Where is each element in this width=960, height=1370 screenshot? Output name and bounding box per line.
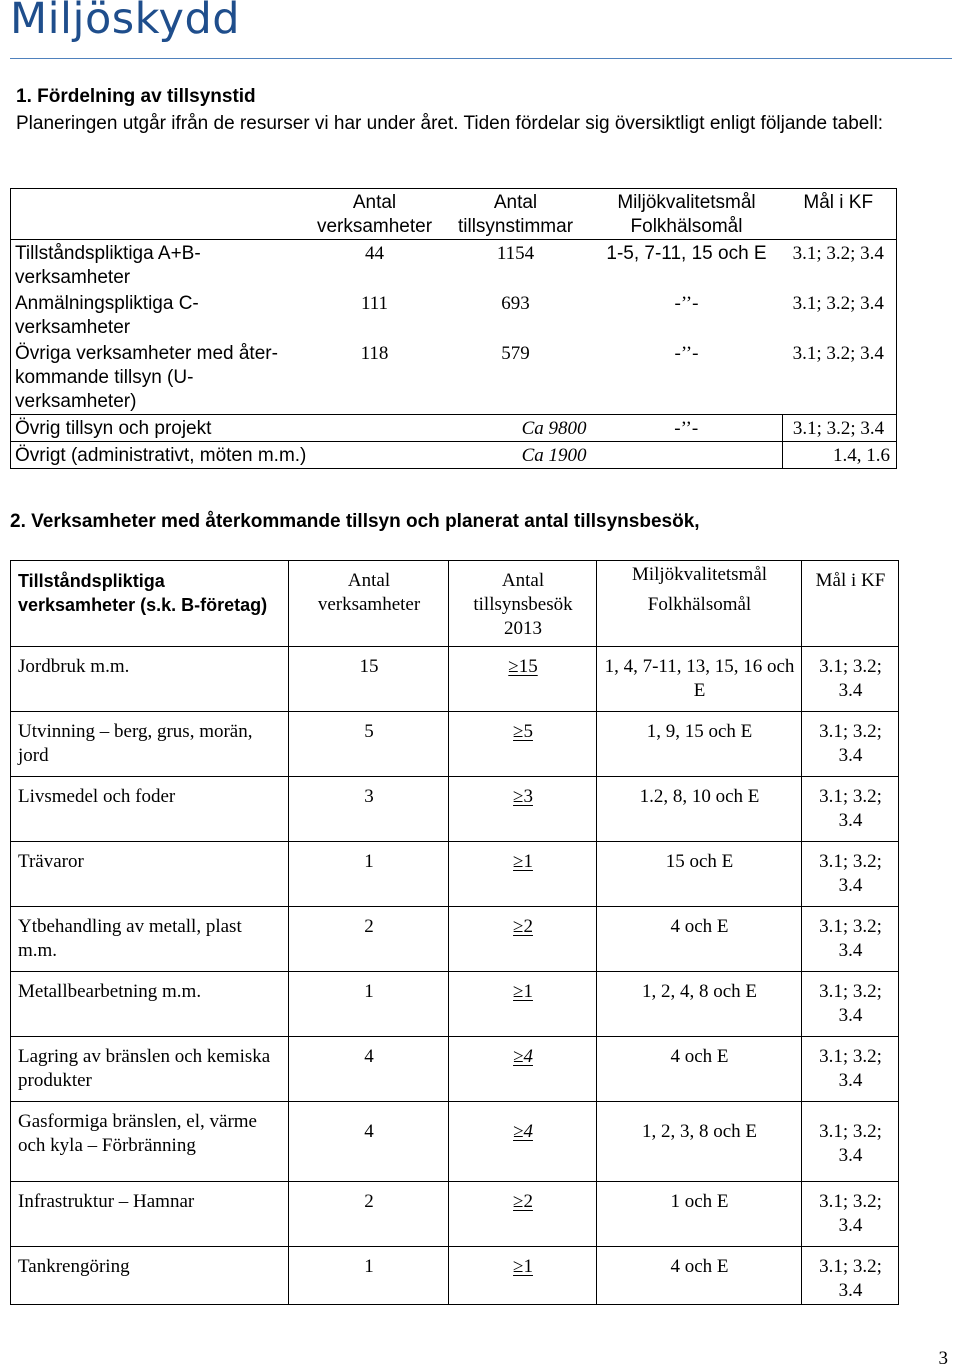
row-mal: -’’- <box>593 415 783 442</box>
row-label: Gasformiga bränslen, el, värme och kyla – Förbränning <box>11 1102 289 1182</box>
row-kf: 3.1; 3.2; 3.4 <box>802 907 899 972</box>
row-besok <box>449 907 597 972</box>
table-row <box>11 290 897 340</box>
row-antal: 5 <box>289 712 449 777</box>
header-tillstandspliktiga: Tillståndspliktiga verksamheter (s.k. B-företag) <box>11 561 289 647</box>
row-label: Övriga verksamheter med åter-kommande tillsyn (U-verksamheter) <box>11 340 311 415</box>
row-mal: 1 och E <box>597 1182 802 1247</box>
row-besok-value: ≥4 <box>513 1046 533 1067</box>
section1-intro: Planeringen utgår ifrån de resurser vi har under året. Tiden fördelar sig översiktligt enligt följande tabell: <box>16 113 884 134</box>
row-antal: 1 <box>289 1247 449 1305</box>
table-row <box>11 1182 899 1247</box>
table-row <box>11 340 897 415</box>
row-besok-value: ≥3 <box>513 786 533 807</box>
row-label: Lagring av bränslen och kemiska produkter <box>11 1037 289 1102</box>
row-kf: 3.1; 3.2; 3.4 <box>783 340 897 415</box>
row-besok-value: ≥5 <box>513 721 533 742</box>
row-kf: 3.1; 3.2; 3.4 <box>802 1102 899 1182</box>
table-row <box>11 240 897 291</box>
row-kf: 3.1; 3.2; 3.4 <box>802 647 899 712</box>
row-timmar: 1154 <box>496 243 535 264</box>
row-kf: 3.1; 3.2; 3.4 <box>802 842 899 907</box>
row-besok <box>449 972 597 1037</box>
title-divider <box>10 58 952 59</box>
row-label: Övrigt (administrativt, möten m.m.) <box>11 442 441 469</box>
header-mal-i-kf: Mål i KF <box>783 189 897 240</box>
header-miljokvalitetsmal <box>597 561 802 647</box>
row-besok <box>449 647 597 712</box>
row-kf: 1.4, 1.6 <box>783 442 897 469</box>
row-besok <box>449 777 597 842</box>
section1-heading: 1. Fördelning av tillsynstid <box>16 86 256 107</box>
header-antal-verksamheter: Antal verksamheter <box>289 561 449 647</box>
row-antal: 2 <box>289 907 449 972</box>
row-kf: 3.1; 3.2; 3.4 <box>783 290 897 340</box>
row-timmar: Ca 9800 <box>441 415 593 442</box>
row-kf: 3.1; 3.2; 3.4 <box>802 777 899 842</box>
row-mal: -’’- <box>593 340 783 415</box>
header-empty-cell <box>11 189 311 240</box>
table-row <box>11 442 897 469</box>
table-row <box>11 1247 899 1305</box>
section2-heading: 2. Verksamheter med återkommande tillsyn och planerat antal tillsynsbesök, <box>10 511 700 532</box>
row-antal: 1 <box>289 972 449 1037</box>
header-miljokvalitetsmal-label: Miljökvalitetsmål <box>617 192 756 213</box>
header-antal-tillsynstimmar: Antal tillsynstimmar <box>441 189 593 240</box>
row-mal: 1, 9, 15 och E <box>597 712 802 777</box>
row-besok-value: ≥15 <box>508 656 538 677</box>
row-label: Trävaror <box>11 842 289 907</box>
row-besok-value: ≥1 <box>513 851 533 872</box>
row-label: Tankrengöring <box>11 1247 289 1305</box>
table-row <box>11 907 899 972</box>
header-tillsynsbesok-year: 2013 <box>504 618 542 639</box>
row-kf: 3.1; 3.2; 3.4 <box>802 712 899 777</box>
row-besok <box>449 1037 597 1102</box>
row-antal: 118 <box>311 340 441 415</box>
row-label: Tillståndspliktiga A+B-verksamheter <box>11 240 311 291</box>
row-antal: 15 <box>289 647 449 712</box>
row-label: Jordbruk m.m. <box>11 647 289 712</box>
row-mal <box>593 442 783 469</box>
row-label: Utvinning – berg, grus, morän, jord <box>11 712 289 777</box>
table-row <box>11 1037 899 1102</box>
header-tillsynsbesok-label: Antal tillsynsbesök <box>473 570 573 615</box>
row-label: Livsmedel och foder <box>11 777 289 842</box>
row-antal: 2 <box>289 1182 449 1247</box>
row-besok <box>449 1102 597 1182</box>
row-antal: 4 <box>289 1037 449 1102</box>
time-allocation-table <box>10 188 897 469</box>
row-besok <box>449 1247 597 1305</box>
row-besok-value: ≥2 <box>513 916 533 937</box>
header-mal-i-kf: Mål i KF <box>802 561 899 647</box>
row-kf: 3.1; 3.2; 3.4 <box>802 972 899 1037</box>
row-mal: -’’- <box>674 293 699 314</box>
recurring-inspection-table <box>10 560 899 1305</box>
header-folkhalsomal-label: Folkhälsomål <box>647 594 752 615</box>
table-header-row <box>11 561 899 647</box>
table-header-row <box>11 189 897 240</box>
row-label: Infrastruktur – Hamnar <box>11 1182 289 1247</box>
table-row <box>11 1102 899 1182</box>
row-mal: 4 och E <box>597 1037 802 1102</box>
table-row <box>11 972 899 1037</box>
row-besok <box>449 842 597 907</box>
row-besok <box>449 712 597 777</box>
row-label: Övrig tillsyn och projekt <box>11 415 441 442</box>
row-timmar: Ca 1900 <box>441 442 593 469</box>
table-row <box>11 777 899 842</box>
row-timmar: 693 <box>501 293 530 314</box>
header-folkhalsomal-label: Folkhälsomål <box>630 216 743 237</box>
row-besok-value: ≥1 <box>513 981 533 1002</box>
row-kf: 3.1; 3.2; 3.4 <box>802 1037 899 1102</box>
header-antal-tillsynsbesok <box>449 561 597 647</box>
row-besok <box>449 1182 597 1247</box>
row-antal: 111 <box>360 293 389 314</box>
row-mal: 1, 2, 4, 8 och E <box>597 972 802 1037</box>
table-row <box>11 415 897 442</box>
table-row <box>11 842 899 907</box>
row-mal: 4 och E <box>597 1247 802 1305</box>
row-mal: 1, 4, 7-11, 13, 15, 16 och E <box>597 647 802 712</box>
header-miljokvalitetsmal <box>593 189 783 240</box>
row-besok-value: ≥2 <box>513 1191 533 1212</box>
table-row <box>11 712 899 777</box>
row-timmar: 579 <box>441 340 593 415</box>
row-mal: 4 och E <box>597 907 802 972</box>
row-kf: 3.1; 3.2; 3.4 <box>802 1182 899 1247</box>
row-besok-value: ≥4 <box>513 1121 533 1142</box>
row-antal: 3 <box>289 777 449 842</box>
row-kf: 3.1; 3.2; 3.4 <box>783 415 897 442</box>
header-miljokvalitetsmal-label: Miljökvalitetsmål <box>631 564 768 585</box>
page-title: Miljöskydd <box>10 0 241 44</box>
page-number: 3 <box>938 1348 948 1369</box>
table-row <box>11 647 899 712</box>
header-antal-verksamheter: Antal verksamheter <box>311 189 441 240</box>
row-besok-value: ≥1 <box>513 1256 533 1277</box>
row-mal: 1, 2, 3, 8 och E <box>597 1102 802 1182</box>
row-kf: 3.1; 3.2; 3.4 <box>802 1247 899 1305</box>
row-mal: 1-5, 7-11, 15 och E <box>606 243 767 264</box>
row-mal: 1.2, 8, 10 och E <box>597 777 802 842</box>
row-label: Metallbearbetning m.m. <box>11 972 289 1037</box>
row-label: Anmälningspliktiga C-verksamheter <box>11 290 311 340</box>
row-label: Ytbehandling av metall, plast m.m. <box>11 907 289 972</box>
row-antal: 1 <box>289 842 449 907</box>
row-mal: 15 och E <box>597 842 802 907</box>
row-kf: 3.1; 3.2; 3.4 <box>783 240 897 291</box>
row-antal: 4 <box>289 1102 449 1182</box>
row-antal: 44 <box>365 243 384 264</box>
